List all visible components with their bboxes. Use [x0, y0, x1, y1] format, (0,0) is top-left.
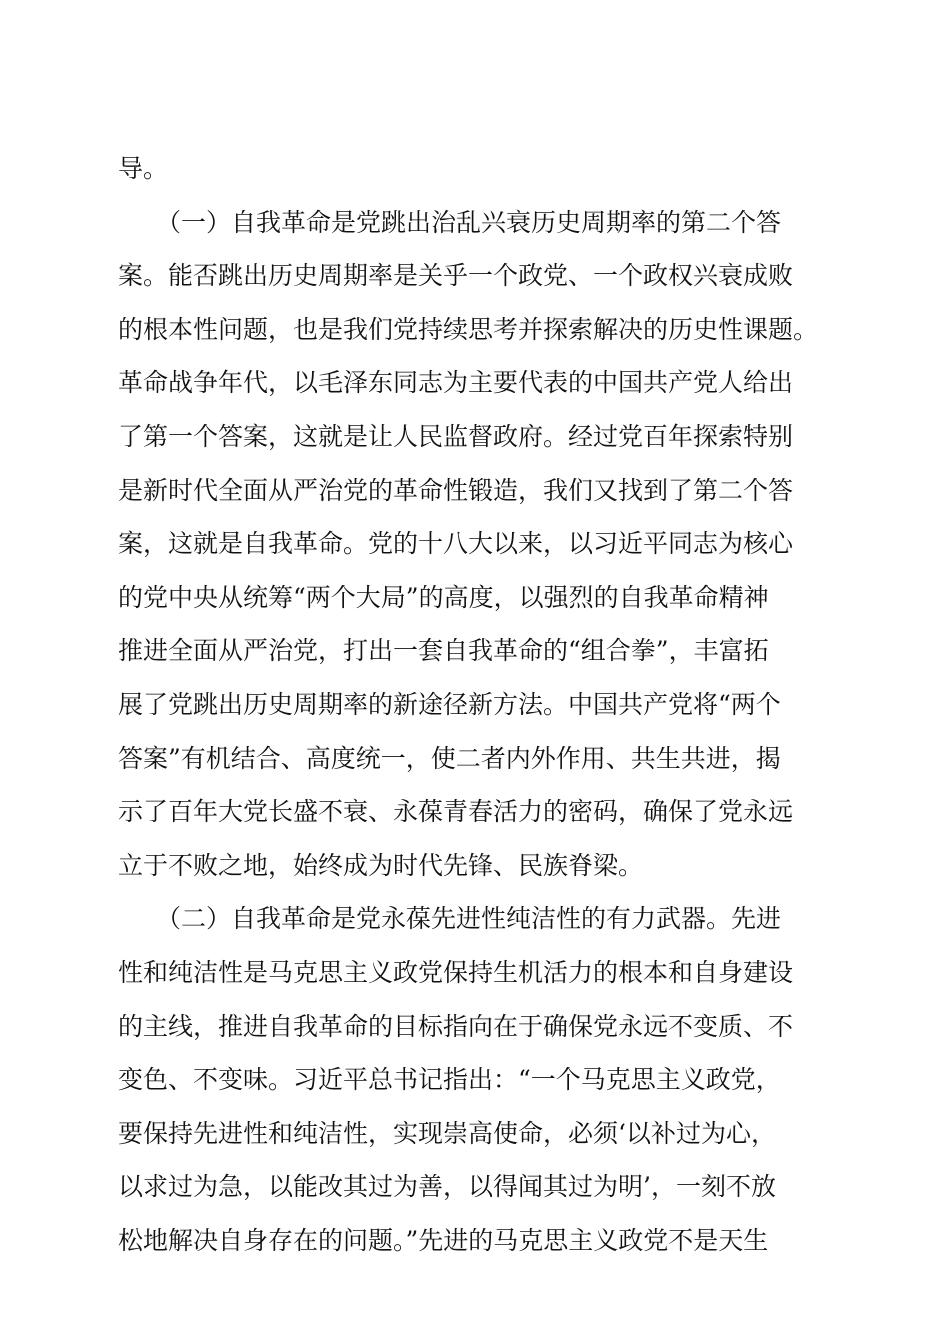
- text-line: 的根本性问题，也是我们党持续思考并探索解决的历史性课题。: [118, 314, 819, 344]
- text-line: 要保持先进性和纯洁性，实现崇高使命，必须‘以补过为心，: [118, 1118, 776, 1148]
- text-line: 导。: [118, 154, 169, 183]
- text-line: 松地解决自身存在的问题。”先进的马克思主义政党不是天生: [118, 1225, 769, 1255]
- text-line: 的党中央从统筹“两个大局”的高度，以强烈的自我革命精神: [118, 582, 769, 612]
- text-line: 案。能否跳出历史周期率是关乎一个政党、一个政权兴衰成败: [118, 261, 794, 291]
- text-line: 以求过为急，以能改其过为善，以得闻其过为明’，一刻不放: [118, 1172, 776, 1202]
- text-line: （二）自我革命是党永葆先进性纯洁性的有力武器。先进: [156, 904, 782, 934]
- text-line: 案，这就是自我革命。党的十八大以来，以习近平同志为核心: [118, 529, 794, 559]
- text-line: 答案”有机结合、高度统一，使二者内外作用、共生共进，揭: [118, 743, 781, 773]
- text-line: 性和纯洁性是马克思主义政党保持生机活力的根本和自身建设: [118, 957, 794, 987]
- text-line: 革命战争年代，以毛泽东同志为主要代表的中国共产党人给出: [118, 368, 794, 398]
- text-line: 立于不败之地，始终成为时代先锋、民族脊梁。: [118, 850, 644, 880]
- text-line: 是新时代全面从严治党的革命性锻造，我们又找到了第二个答: [118, 475, 794, 505]
- text-line: 变色、不变味。习近平总书记指出：“一个马克思主义政党，: [118, 1065, 781, 1095]
- text-line: 展了党跳出历史周期率的新途径新方法。中国共产党将“两个: [118, 689, 781, 719]
- text-line: 的主线，推进自我革命的目标指向在于确保党永远不变质、不: [118, 1011, 794, 1041]
- text-line: 了第一个答案，这就是让人民监督政府。经过党百年探索特别: [118, 421, 794, 451]
- text-line: 推进全面从严治党，打出一套自我革命的“组合拳”，丰富拓: [118, 636, 769, 666]
- text-line: （一）自我革命是党跳出治乱兴衰历史周期率的第二个答: [156, 207, 782, 237]
- document-body: [118, 142, 838, 1267]
- text-line: 示了百年大党长盛不衰、永葆青春活力的密码，确保了党永远: [118, 797, 794, 827]
